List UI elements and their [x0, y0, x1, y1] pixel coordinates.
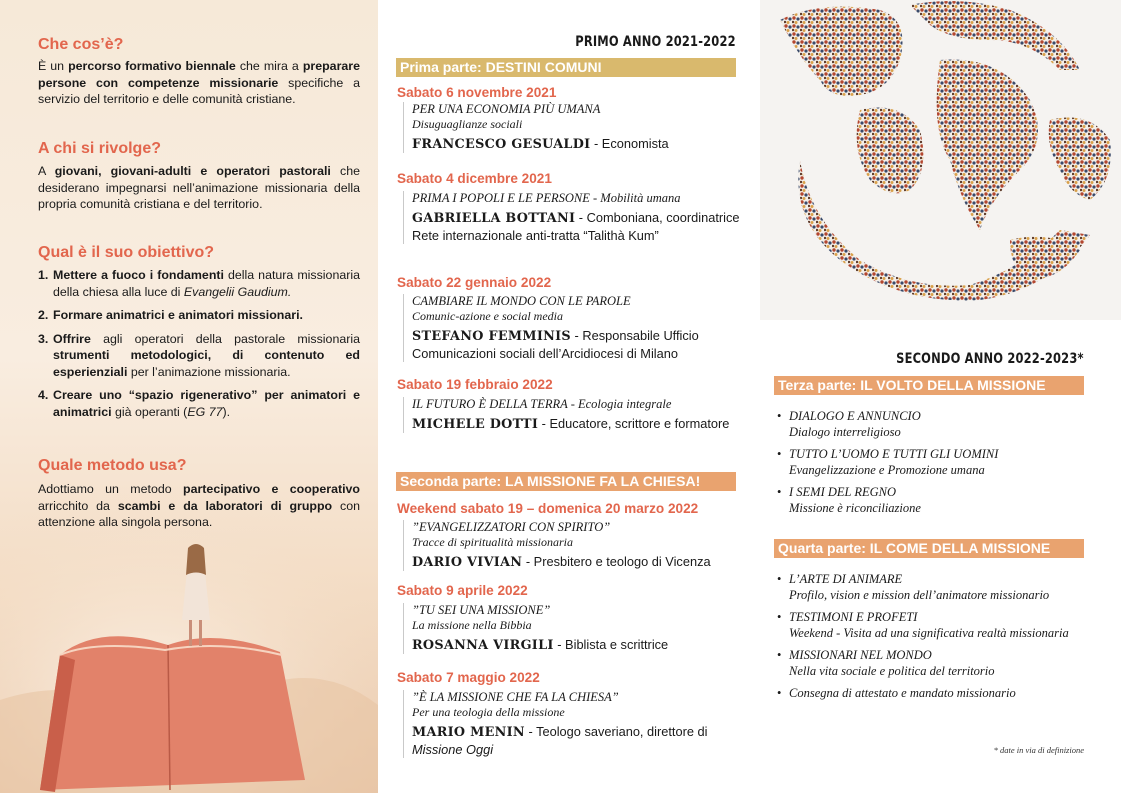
event-block: PER UNA ECONOMIA PIÙ UMANA Disuguaglianze sociali FRANCESCO GESUALDI - Economista [403, 102, 752, 153]
paragraph-method: Adottiamo un metodo partecipativo e cooperativo arricchito da scambi e da laboratori di gruppo con attenzione alla singola persona. [38, 482, 361, 529]
event-block: IL FUTURO È DELLA TERRA - Ecologia integrale MICHELE DOTTI - Educatore, scrittore e formatore [403, 397, 752, 433]
goal-item: 2. Formare animatrici e animatori missionari. [38, 308, 303, 322]
list-item: • Consegna di attestato e mandato missionario [777, 686, 1097, 702]
list-item: • I SEMI DEL REGNO Missione è riconciliazione [777, 485, 1097, 516]
event-date: Sabato 22 gennaio 2022 [397, 275, 552, 290]
part-one-band: Prima parte: DESTINI COMUNI [396, 58, 736, 77]
heading-method: Quale metodo usa? [38, 457, 187, 474]
heading-what: Che cos’è? [38, 36, 124, 53]
event-block: PRIMA I POPOLI E LE PERSONE - Mobilità umana GABRIELLA BOTTANI - Comboniana, coordinatrice Rete internazionale anti-tratta “Talithà Kum” [403, 191, 752, 244]
event-block: ”EVANGELIZZATORI CON SPIRITO” Tracce di spiritualità missionaria DARIO VIVIAN - Presbitero e teologo di Vicenza [403, 520, 752, 571]
goal-item: 1. Mettere a fuoco i fondamenti della natura missionaria della chiesa alla luce di Evangelii Gaudium. [38, 268, 360, 299]
paragraph-what: È un percorso formativo biennale che mira a preparare persone con competenze missionarie specifiche a servizio del territorio e delle comunità cristiane. [38, 59, 361, 106]
event-date: Sabato 7 maggio 2022 [397, 670, 540, 685]
part-four-band: Quarta parte: IL COME DELLA MISSIONE [774, 539, 1084, 558]
goals-list [38, 267, 360, 427]
crowd-globe-illustration [760, 0, 1121, 320]
year-one-title: PRIMO ANNO 2021-2022 [575, 34, 736, 50]
event-block: ”TU SEI UNA MISSIONE” La missione nella Bibbia ROSANNA VIRGILI - Biblista e scrittrice [403, 603, 752, 654]
event-date: Sabato 4 dicembre 2021 [397, 171, 552, 186]
event-date: Sabato 19 febbraio 2022 [397, 377, 553, 392]
heading-who: A chi si rivolge? [38, 140, 161, 157]
goal-item: 3. Offrire agli operatori della pastorale missionaria strumenti metodologici, di contenuto ed esperienziali per l’animazione missionaria. [38, 331, 360, 379]
part-three-list [777, 409, 1097, 523]
heading-goal: Qual è il suo obiettivo? [38, 244, 215, 261]
goal-item: 4. Creare uno “spazio rigenerativo” per animatori e animatrici già operanti (EG 77). [38, 388, 360, 419]
event-date: Weekend sabato 19 – domenica 20 marzo 2022 [397, 501, 699, 516]
event-block: ”È LA MISSIONE CHE FA LA CHIESA” Per una teologia della missione MARIO MENIN - Teologo saveriano, direttore di Missione Oggi [403, 690, 752, 758]
list-item: • TUTTO L’UOMO E TUTTI GLI UOMINI Evangelizzazione e Promozione umana [777, 447, 1097, 478]
list-item: • DIALOGO E ANNUNCIO Dialogo interreligioso [777, 409, 1097, 440]
list-item: • MISSIONARI NEL MONDO Nella vita sociale e politica del territorio [777, 648, 1097, 679]
part-three-band: Terza parte: IL VOLTO DELLA MISSIONE [774, 376, 1084, 395]
part-two-band: Seconda parte: LA MISSIONE FA LA CHIESA! [396, 472, 736, 491]
paragraph-who: A giovani, giovani-adulti e operatori pastorali che desiderano impegnarsi nell’animazione missionaria della propria comunità cristiana e del territorio. [38, 164, 360, 211]
list-item: • TESTIMONI E PROFETI Weekend - Visita ad una significativa realtà missionaria [777, 610, 1097, 641]
event-date: Sabato 9 aprile 2022 [397, 583, 528, 598]
event-block: CAMBIARE IL MONDO CON LE PAROLE Comunic-azione e social media STEFANO FEMMINIS - Responsabile Ufficio Comunicazioni sociali dell’Arcidiocesi di Milano [403, 294, 752, 362]
year-two-title: SECONDO ANNO 2022-2023* [896, 351, 1084, 367]
footnote: * date in via di definizione [993, 745, 1084, 755]
list-item: • L’ARTE DI ANIMARE Profilo, vision e mission dell’animatore missionario [777, 572, 1097, 603]
part-four-list [777, 572, 1097, 709]
left-panel [0, 0, 378, 793]
event-date: Sabato 6 novembre 2021 [397, 85, 557, 100]
